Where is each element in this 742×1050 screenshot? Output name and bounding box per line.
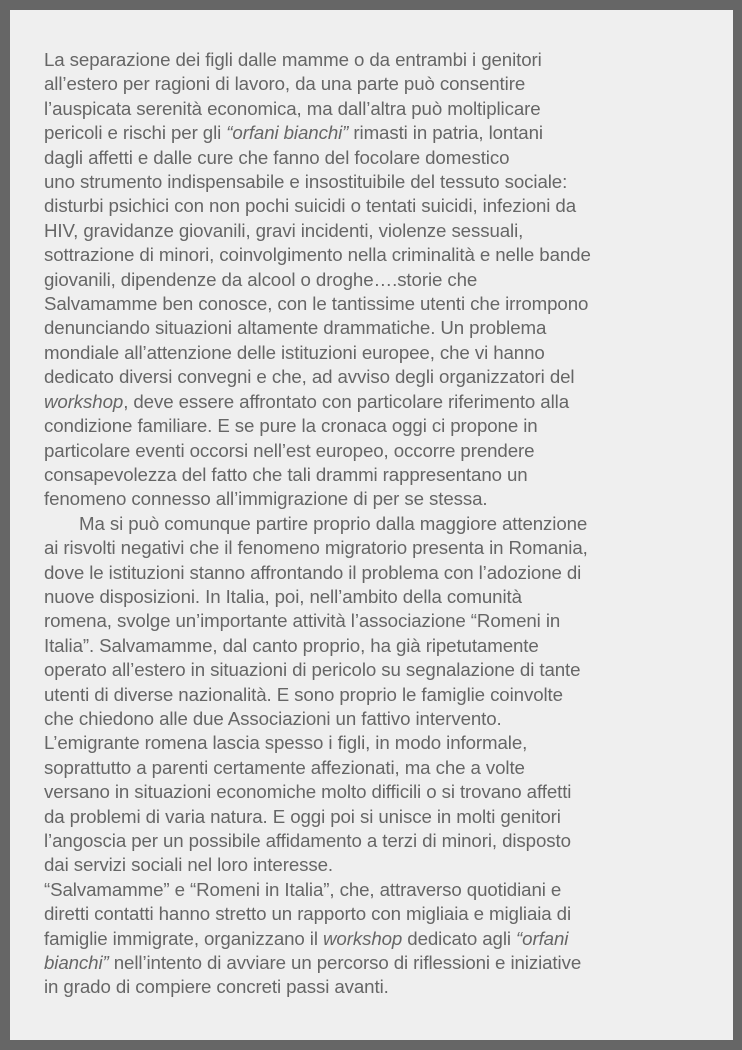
text-line: pericoli e rischi per gli “orfani bianchi” rimasti in patria, lontani: [44, 122, 543, 144]
text-line: particolare eventi occorsi nell’est europeo, occorre prendere: [44, 439, 535, 461]
text-line: diretti contatti hanno stretto un rapporto con migliaia e migliaia di: [44, 903, 572, 925]
text-line: sottrazione di minori, coinvolgimento nella criminalità e nelle bande: [44, 244, 591, 266]
italic-term: workshop: [323, 927, 403, 949]
text-line: all’estero per ragioni di lavoro, da una parte può consentire: [44, 73, 526, 95]
italic-term: “orfani: [516, 927, 569, 949]
text-line: giovanili, dipendenze da alcool o droghe….storie che: [44, 268, 478, 290]
text-line: dai servizi sociali nel loro interesse.: [44, 854, 333, 876]
text-line: l’angoscia per un possibile affidamento a terzi di minori, disposto: [44, 830, 571, 851]
text-line: dedicato diversi convegni e che, ad avviso degli organizzatori del: [44, 366, 575, 388]
text-line: l’auspicata serenità economica, ma dall’altra può moltiplicare: [44, 97, 541, 119]
text-line: dagli affetti e dalle cure che fanno del focolare domestico: [44, 146, 510, 168]
text-line: L’emigrante romena lascia spesso i figli, in modo informale,: [44, 732, 528, 754]
text-line: “Salvamamme” e “Romeni in Italia”, che, attraverso quotidiani e: [44, 878, 562, 900]
body-text: [44, 48, 714, 1000]
text-line: soprattutto a parenti certamente affezionati, ma che a volte: [44, 756, 525, 778]
text-line: denunciando situazioni altamente drammatiche. Un problema: [44, 317, 547, 339]
text-line: famiglie immigrate, organizzano il workshop dedicato agli “orfani: [44, 927, 569, 949]
italic-term: “orfani bianchi”: [226, 122, 349, 144]
text-line: ai risvolti negativi che il fenomeno migratorio presenta in Romania,: [44, 537, 588, 559]
text-line: Ma si può comunque partire proprio dalla maggiore attenzione: [79, 512, 588, 534]
text-line: workshop, deve essere affrontato con particolare riferimento alla: [44, 390, 569, 412]
text-line: dove le istituzioni stanno affrontando il problema con l’adozione di: [44, 561, 582, 583]
text-line: condizione familiare. E se pure la cronaca oggi ci propone in: [44, 415, 538, 437]
text-line: nuove disposizioni. In Italia, poi, nell’ambito della comunità: [44, 585, 522, 607]
italic-term: bianchi”: [44, 952, 109, 974]
text-line: fenomeno connesso all’immigrazione di per se stessa.: [44, 488, 488, 510]
text-line: bianchi” nell’intento di avviare un percorso di riflessioni e iniziative: [44, 952, 582, 974]
text-line: Salvamamme ben conosce, con le tantissime utenti che irrompono: [44, 293, 589, 315]
text-line: utenti di diverse nazionalità. E sono proprio le famiglie coinvolte: [44, 683, 563, 705]
text-line: romena, svolge un’importante attività l’associazione “Romeni in: [44, 610, 561, 632]
document-page: [10, 10, 733, 1040]
text-line: HIV, gravidanze giovanili, gravi incidenti, violenze sessuali,: [44, 219, 524, 241]
text-line: in grado di compiere concreti passi avanti.: [44, 976, 389, 998]
text-line: da problemi di varia natura. E oggi poi si unisce in molti genitori: [44, 805, 561, 827]
text-line: mondiale all’attenzione delle istituzioni europee, che vi hanno: [44, 341, 545, 363]
text-line: Italia”. Salvamamme, dal canto proprio, ha già ripetutamente: [44, 634, 539, 656]
text-line: che chiedono alle due Associazioni un fattivo intervento.: [44, 707, 502, 729]
text-line: disturbi psichici con non pochi suicidi o tentati suicidi, infezioni da: [44, 195, 577, 217]
text-line: La separazione dei figli dalle mamme o da entrambi i genitori: [44, 49, 542, 70]
text-line: versano in situazioni economiche molto difficili o si trovano affetti: [44, 781, 572, 803]
italic-term: workshop: [44, 390, 124, 412]
text-line: uno strumento indispensabile e insostituibile del tessuto sociale:: [44, 171, 568, 193]
text-line: consapevolezza del fatto che tali drammi rappresentano un: [44, 463, 528, 485]
text-line: operato all’estero in situazioni di pericolo su segnalazione di tante: [44, 659, 581, 681]
